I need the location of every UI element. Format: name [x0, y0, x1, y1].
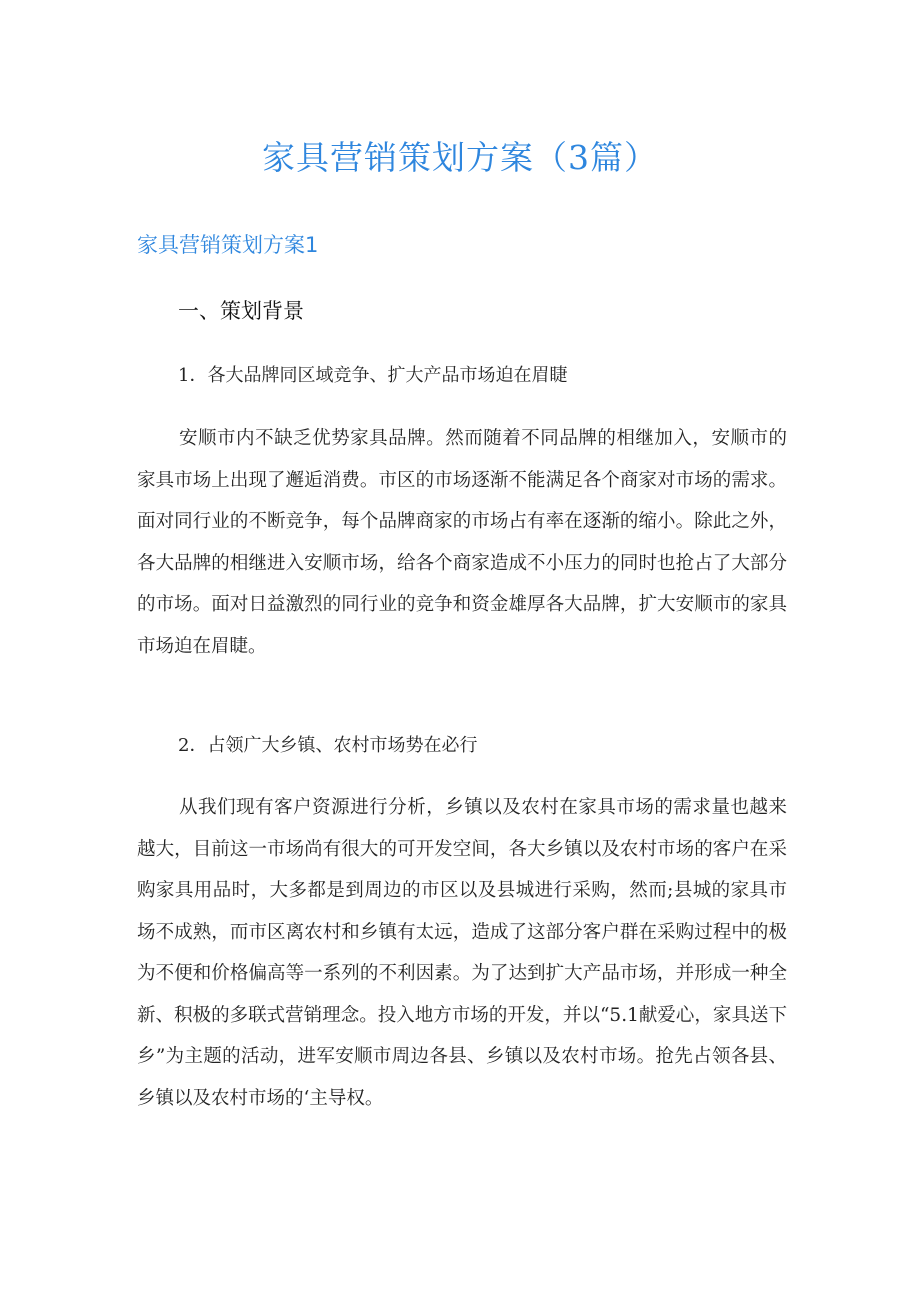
paragraph-1: 安顺市内不缺乏优势家具品牌。然而随着不同品牌的相继加入，安顺市的家具市场上出现了邂逅消费。市区的市场逐渐不能满足各个商家对市场的需求。面对同行业的不断竞争，每个品牌商家的市场占有率在逐渐的缩小。除此之外，各大品牌的相继进入安顺市场，给各个商家造成不小压力的同时也抢占了大部分的市场。面对日益激烈的同行业的竞争和资金雄厚各大品牌，扩大安顺市的家具市场迫在眉睫。	[137, 428, 787, 657]
document-title: 家具营销策划方案（3篇）	[262, 138, 658, 177]
subheading-2: 2．占领广大乡镇、农村市场势在必行	[178, 735, 478, 756]
heading-background: 一、策划背景	[178, 299, 304, 323]
subheading-1: 1．各大品牌同区域竞争、扩大产品市场迫在眉睫	[178, 365, 568, 386]
paragraph-2: 从我们现有客户资源进行分析，乡镇以及农村在家具市场的需求量也越来越大，目前这一市场尚有很大的可开发空间，各大乡镇以及农村市场的客户在采购家具用品时，大多都是到周边的市区以及县城进行采购，然而;县城的家具市场不成熟，而市区离农村和乡镇有太远，造成了这部分客户群在采购过程中的极为不便和价格偏高等一系列的不利因素。为了达到扩大产品市场，并形成一种全新、积极的多联式营销理念。投入地方市场的开发，并以“5.1献爱心，家具送下乡”为主题的活动，进军安顺市周边各县、乡镇以及农村市场。抢先占领各县、乡镇以及农村市场的‘主导权。	[137, 797, 787, 1109]
section-title: 家具营销策划方案1	[137, 233, 319, 257]
